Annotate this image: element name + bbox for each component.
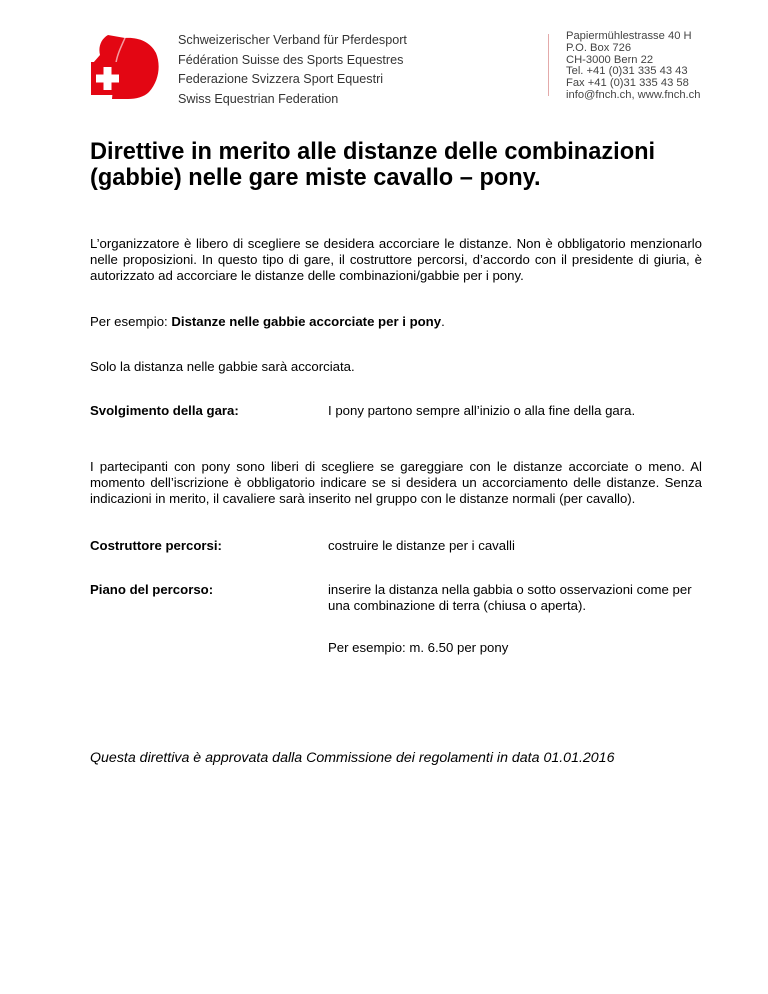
- svolgimento-value: I pony partono sempre all’inizio o alla fine della gara.: [328, 403, 636, 418]
- svolgimento-label: Svolgimento della gara:: [90, 403, 239, 418]
- org-name-it: Federazione Svizzera Sport Equestri: [178, 72, 384, 86]
- address-phone: Tel. +41 (0)31 335 43 43: [566, 65, 688, 78]
- example-paragraph: [90, 314, 702, 330]
- contact-address: [566, 31, 761, 102]
- organization-names: [178, 31, 538, 109]
- document-title: Direttive in merito alle distanze delle combinazioni (gabbie) nelle gare miste cavallo – pony.: [90, 139, 656, 191]
- address-po-box: P.O. Box 726: [566, 41, 632, 54]
- gabbie-note: Solo la distanza nelle gabbie sarà accorciata.: [90, 359, 355, 374]
- org-name-fr: Fédération Suisse des Sports Equestres: [178, 52, 404, 67]
- piano-value: inserire la distanza nella gabbia o sotto osservazioni come per una combinazione di terra (chiusa o aperta).: [328, 582, 692, 613]
- address-street: Papiermühlestrasse 40 H: [566, 30, 692, 42]
- address-fax: Fax +41 (0)31 335 43 58: [566, 77, 689, 90]
- example-prefix: Per esempio:: [90, 314, 172, 329]
- header-divider: [548, 34, 549, 96]
- participants-paragraph: I partecipanti con pony sono liberi di scegliere se gareggiare con le distanze accorciate o meno. Al momento dell’iscrizione è obbligatorio indicare se si desidera un accorciamento delle distanze. Senza indicazioni in merito, il cavaliere sarà inserito nel gruppo con le distanze normali (per cavallo).: [90, 459, 702, 506]
- piano-example: Per esempio: m. 6.50 per pony: [328, 640, 509, 655]
- approval-note: Questa direttiva è approvata dalla Commissione dei regolamenti in data 01.01.2016: [90, 750, 615, 766]
- costruttore-label: Costruttore percorsi:: [90, 538, 222, 553]
- address-city: CH-3000 Bern 22: [566, 53, 654, 66]
- address-web: info@fnch.ch, www.fnch.ch: [566, 88, 701, 101]
- piano-label: Piano del percorso:: [90, 582, 214, 597]
- org-name-de: Schweizerischer Verband für Pferdesport: [178, 33, 407, 47]
- example-bold: Distanze nelle gabbie accorciate per i pony: [171, 314, 442, 329]
- intro-paragraph: L’organizzatore è libero di scegliere se desidera accorciare le distanze. Non è obbligatorio menzionarlo nelle proposizioni. In questo tipo di gare, il costruttore percorsi, d’accordo con il presidente di giuria, è autorizzato ad accorciare le distanze delle combinazioni/gabbie per i pony.: [90, 236, 702, 283]
- example-suffix: .: [441, 314, 445, 329]
- org-name-en: Swiss Equestrian Federation: [178, 91, 339, 106]
- horse-head-swiss-cross-logo: [91, 33, 161, 99]
- fnch-logo: [91, 33, 161, 99]
- costruttore-value: costruire le distanze per i cavalli: [328, 538, 515, 553]
